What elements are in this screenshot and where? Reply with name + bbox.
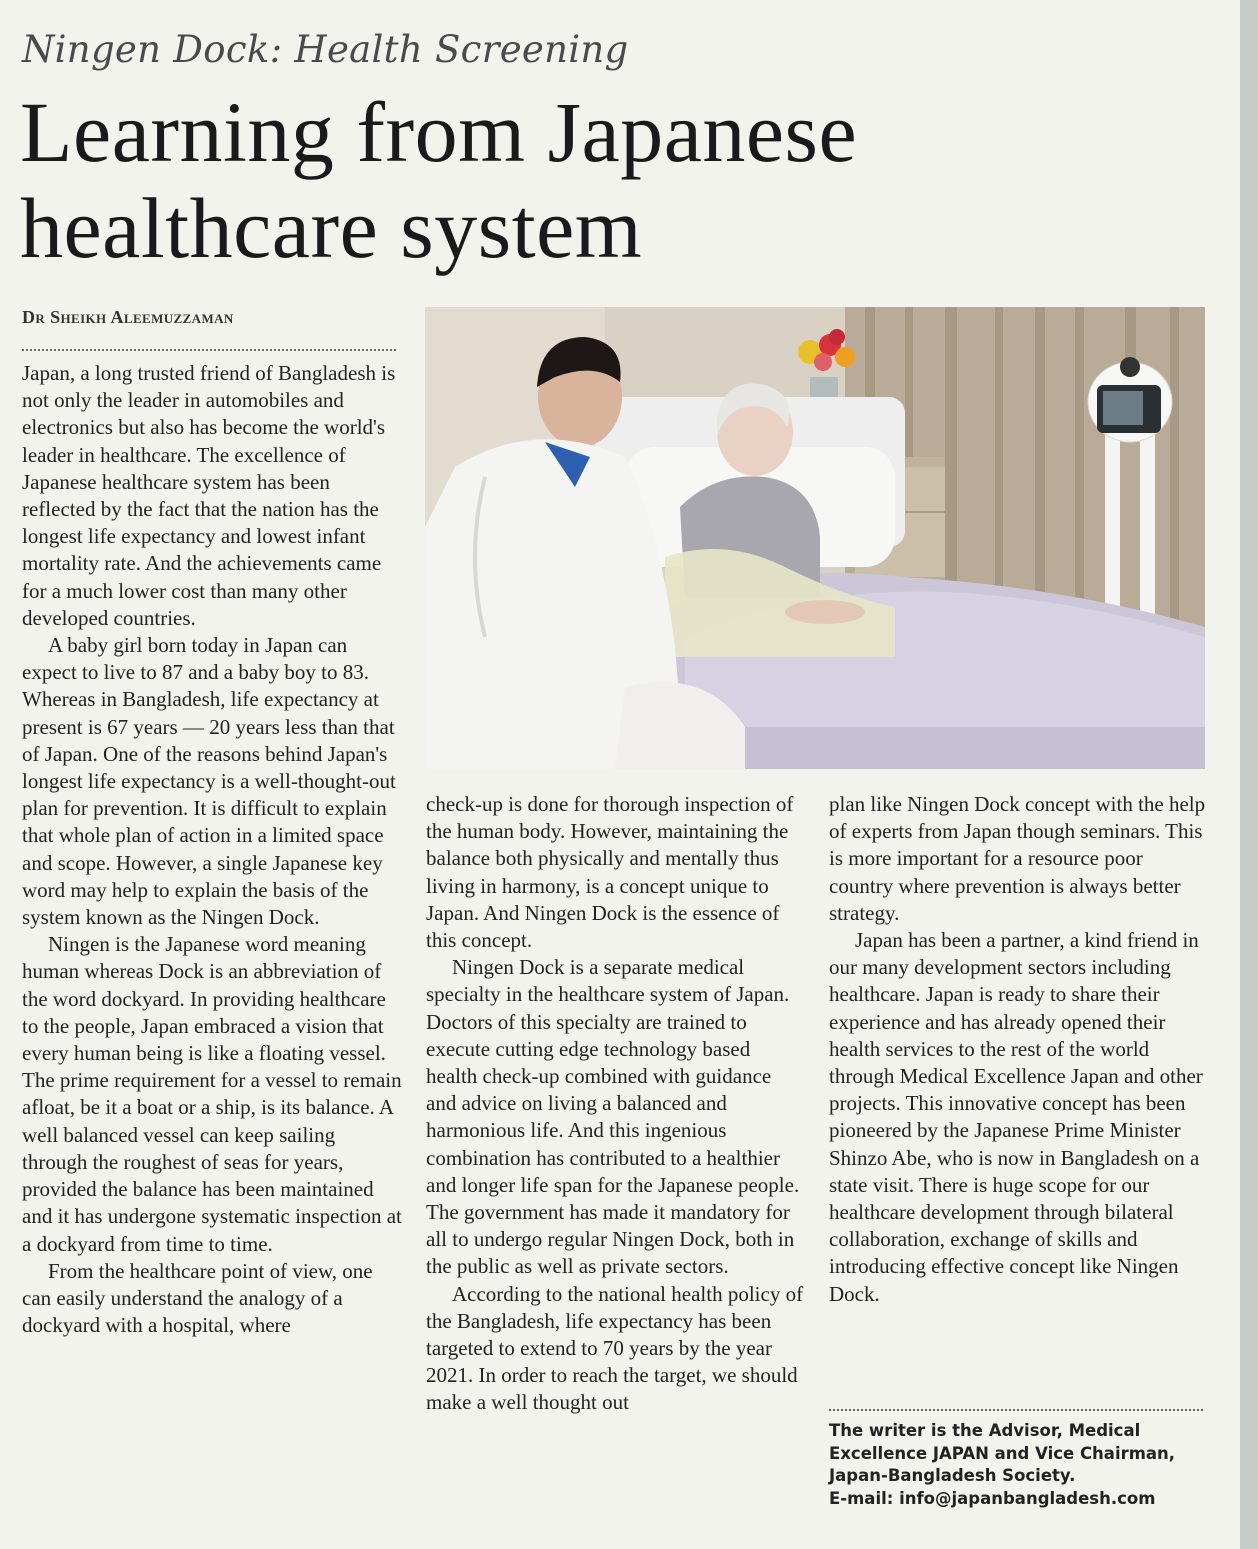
paragraph: Japan, a long trusted friend of Bangladesh is not only the leader in automobiles and electronics but also has become the world's leader in healthcare. The excellence of Japanese healthcare system has been reflected by the fact that the nation has the longest life expectancy and lowest infant mortality rate. And the achievements came for a much lower cost than many other developed countries. <box>22 361 396 630</box>
article-byline: Dr Sheikh Aleemuzzaman <box>22 307 234 327</box>
article-column-1 <box>22 360 402 1339</box>
paragraph: Ningen is the Japanese word meaning human whereas Dock is an abbreviation of the word dockyard. In providing healthcare to the people, Japan embraced a vision that every human being is like a floating vessel. The prime requirement for a vessel to remain afloat, be it a boat or a ship, is its balance. A well balanced vessel can keep sailing through the roughest of seas for years, provided the balance has been maintained and it has undergone systematic inspection at a dockyard from time to time. <box>22 932 402 1256</box>
article-headline: Learning from Japanese healthcare system <box>20 84 858 276</box>
paragraph: Japan has been a partner, a kind friend in our many development sectors including healthcare. Japan is ready to share their experience and has already opened their health services to the rest of the world through Medical Excellence Japan and other projects. This innovative concept has been pioneered by the Japanese Prime Minister Shinzo Abe, who is now in Bangladesh on a state visit. There is huge scope for our healthcare development through bilateral collaboration, exchange of skills and introducing effective concept like Ningen Dock. <box>829 928 1203 1306</box>
article-kicker: Ningen Dock: Health Screening <box>22 28 629 71</box>
paragraph: A baby girl born today in Japan can expect to live to 87 and a baby boy to 83. Whereas in Bangladesh, life expectancy at present is 67 years — 20 years less than that of Japan. One of the reasons behind Japan's longest life expectancy is a well-thought-out plan for prevention. It is difficult to explain that whole plan of action in a limited space and scope. However, a single Japanese key word may help to explain the basis of the system known as the Ningen Dock. <box>22 633 396 930</box>
paragraph: From the healthcare point of view, one can easily understand the analogy of a dockyard with a hospital, where <box>22 1258 373 1338</box>
byline-divider <box>22 349 396 351</box>
article-column-2 <box>426 791 804 1417</box>
footer-divider <box>829 1409 1203 1411</box>
hospital-bed-illustration <box>425 307 1205 769</box>
page-edge <box>1240 0 1258 1549</box>
paragraph: check-up is done for thorough inspection of the human body. However, maintaining the balance both physically and mentally thus living in harmony, is a concept unique to Japan. And Ningen Dock is the essence of this concept. <box>426 792 794 953</box>
article-photo <box>425 307 1205 769</box>
writer-note <box>829 1420 1209 1510</box>
writer-bio: The writer is the Advisor, Medical Excellence JAPAN and Vice Chairman, Japan-Bangladesh Society. <box>829 1421 1176 1485</box>
paragraph: plan like Ningen Dock concept with the help of experts from Japan though seminars. This is more important for a resource poor country where prevention is always better strategy. <box>829 792 1206 925</box>
paragraph: Ningen Dock is a separate medical specialty in the healthcare system of Japan. Doctors of this specialty are trained to execute cutting edge technology based health check-up combined with guidance and advice on living a balanced and harmonious life. And this ingenious combination has contributed to a healthier and longer life span for the Japanese people. The government has made it mandatory for all to undergo regular Ningen Dock, both in the public as well as private sectors. <box>426 955 800 1279</box>
paragraph: According to the national health policy of the Bangladesh, life expectancy has been targeted to extend to 70 years by the year 2021. In order to reach the target, we should make a well thought out <box>426 1281 804 1415</box>
article-column-3 <box>829 791 1207 1308</box>
writer-email: E-mail: info@japanbangladesh.com <box>829 1488 1156 1508</box>
